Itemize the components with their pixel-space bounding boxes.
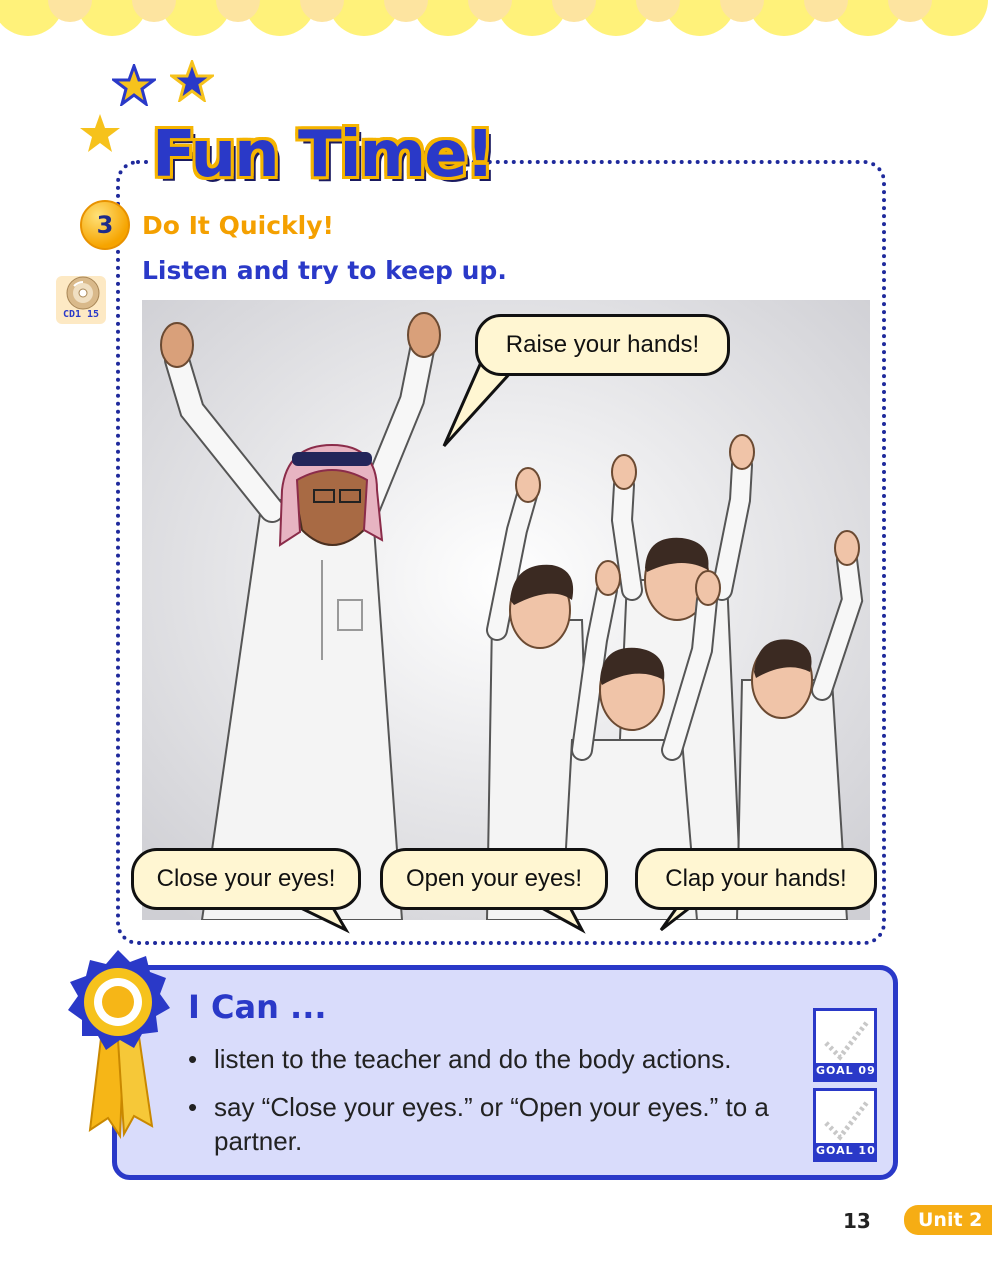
goal-label: GOAL 09 xyxy=(816,1064,876,1077)
activity-title: Do It Quickly! xyxy=(142,211,334,240)
ican-item-text: listen to the teacher and do the body actions. xyxy=(214,1044,732,1074)
cd-icon xyxy=(66,276,100,310)
goal-checkbox[interactable] xyxy=(813,1088,877,1162)
speech-bubble-open: Open your eyes! xyxy=(380,848,608,910)
star-icon xyxy=(170,60,214,102)
activity-instruction: Listen and try to keep up. xyxy=(142,256,507,285)
page-number: 13 xyxy=(843,1209,871,1233)
ican-item-text: say “Close your eyes.” or “Open your eyes.” to a partner. xyxy=(214,1092,769,1156)
award-ribbon-icon xyxy=(60,950,180,1140)
bullet-mark: • xyxy=(188,1044,198,1074)
speech-bubble-clap: Clap your hands! xyxy=(635,848,877,910)
speech-bubble-raise: Raise your hands! xyxy=(475,314,730,376)
checkmark-icon xyxy=(820,1097,872,1145)
bullet-mark: • xyxy=(188,1092,198,1122)
page-title: Fun Time! xyxy=(152,118,493,192)
goal-checkbox[interactable] xyxy=(813,1008,877,1082)
star-icon xyxy=(112,64,156,106)
checkmark-icon xyxy=(820,1017,872,1065)
scalloped-border xyxy=(0,0,992,40)
audio-track-label: CD1 15 xyxy=(62,309,100,320)
goal-label: GOAL 10 xyxy=(816,1144,876,1157)
unit-tab: Unit 2 xyxy=(904,1205,992,1235)
activity-number-badge: 3 xyxy=(80,200,130,250)
speech-bubble-close: Close your eyes! xyxy=(131,848,361,910)
audio-track-button[interactable] xyxy=(56,276,106,324)
ican-title: I Can ... xyxy=(188,988,327,1026)
star-icon xyxy=(78,112,122,154)
